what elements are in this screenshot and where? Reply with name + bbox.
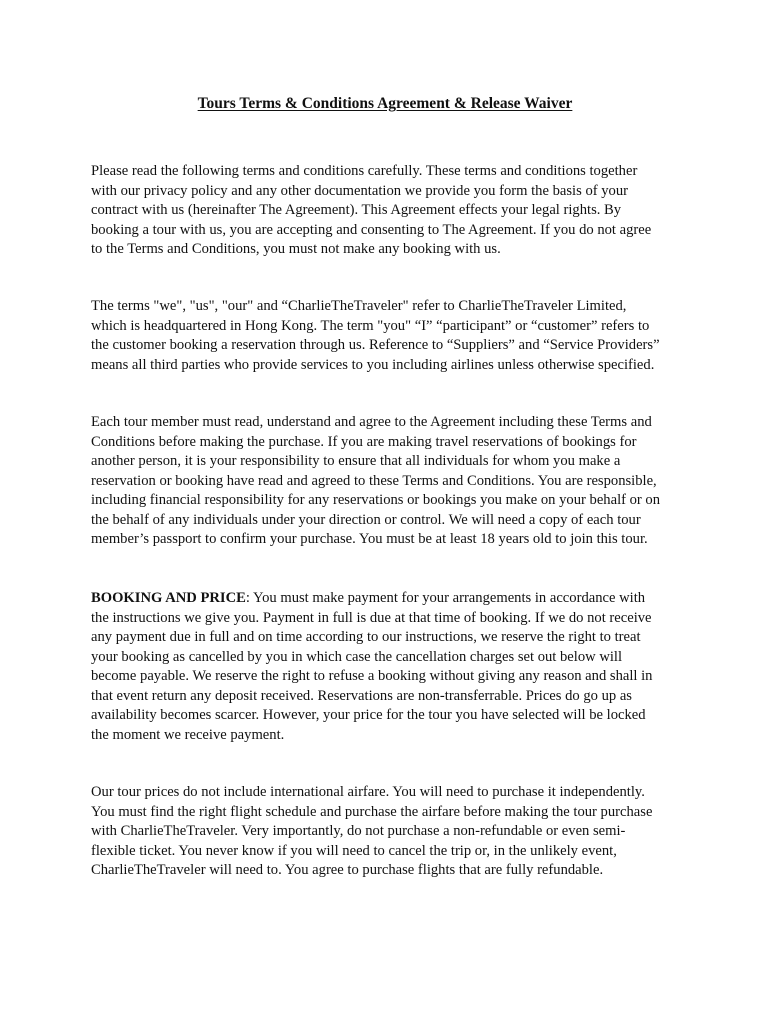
text-line: which is headquartered in Hong Kong. The term "you" “I” “participant” or “customer” refers to	[91, 317, 650, 334]
document-title: Tours Terms & Conditions Agreement & Release Waiver	[197, 95, 573, 112]
paragraph-responsibility	[91, 413, 691, 550]
text-line: member’s passport to confirm your purchase. You must be at least 18 years old to join this tour.	[91, 531, 648, 547]
text-line: with our privacy policy and any other documentation we provide you form the basis of your	[91, 182, 628, 199]
text-line: means all third parties who provide services to you including airlines unless otherwise specified.	[91, 356, 655, 373]
text-line: the instructions we give you. Payment in full is due at that time of booking. If we do not receive	[91, 609, 652, 626]
text-line: reservation or booking have read and agreed to these Terms and Conditions. You are responsible,	[91, 472, 657, 489]
text-line: The terms "we", "us", "our" and “CharlieTheTraveler" refer to CharlieTheTraveler Limited,	[91, 298, 627, 314]
text-line: availability becomes scarcer. However, your price for the tour you have selected will be locked	[91, 707, 646, 723]
text-line: the moment we receive payment.	[91, 726, 285, 743]
text-line: any payment due in full and on time according to our instructions, we reserve the right to treat	[91, 629, 641, 645]
text-line: You must find the right flight schedule and purchase the airfare before making the tour purchase	[91, 803, 653, 820]
paragraph-introduction	[91, 162, 691, 260]
text-run: : You must make payment for your arrangements in accordance with	[245, 590, 646, 606]
text-line: Conditions before making the purchase. If you are making travel reservations of bookings for	[91, 433, 637, 450]
text-line: including financial responsibility for any reservations or bookings you make on your behalf or on	[91, 492, 661, 508]
text-line: that event return any deposit received. Reservations are non-transferrable. Prices do go up as	[91, 687, 632, 704]
text-line: the behalf of any individuals under your direction or control. We will need a copy of each tour	[91, 511, 641, 528]
text-line: Each tour member must read, understand and agree to the Agreement including these Terms and	[91, 414, 652, 430]
text-line: flexible ticket. You never know if you will need to cancel the trip or, in the unlikely event,	[91, 842, 617, 859]
text-line: contract with us (hereinafter The Agreement). This Agreement effects your legal rights. By	[91, 202, 622, 218]
text-line: the customer booking a reservation through us. Reference to “Suppliers” and “Service Providers”	[91, 337, 660, 353]
text-line: Please read the following terms and conditions carefully. These terms and conditions together	[91, 163, 638, 179]
text-line: to the Terms and Conditions, you must not make any booking with us.	[91, 241, 501, 257]
paragraph-booking-and-price	[91, 589, 691, 745]
text-line: booking a tour with us, you are accepting and consenting to The Agreement. If you do not agree	[91, 221, 652, 238]
text-line: CharlieTheTraveler will need to. You agree to purchase flights that are fully refundable.	[91, 862, 604, 878]
text-line: with CharlieTheTraveler. Very importantly, do not purchase a non-refundable or even semi-	[91, 823, 626, 839]
text-line: your booking as cancelled by you in which case the cancellation charges set out below will	[91, 648, 623, 665]
text-line: Our tour prices do not include international airfare. You will need to purchase it independently.	[91, 784, 645, 800]
text-line	[91, 589, 691, 609]
section-heading: BOOKING AND PRICE	[91, 590, 246, 606]
paragraph-definitions	[91, 297, 691, 375]
text-line: become payable. We reserve the right to refuse a booking without giving any reason and shall in	[91, 668, 653, 684]
paragraph-airfare	[91, 783, 691, 881]
text-line: another person, it is your responsibility to ensure that all individuals for whom you make a	[91, 453, 621, 469]
